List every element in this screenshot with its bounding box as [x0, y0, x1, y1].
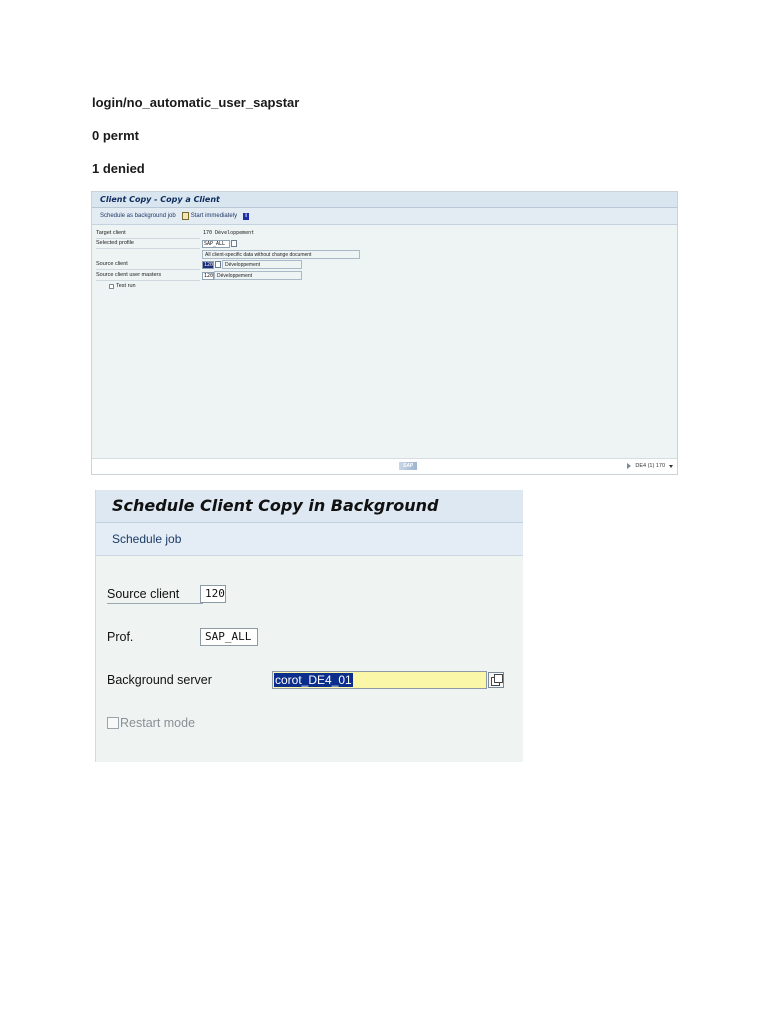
client-copy-form — [92, 225, 677, 455]
source-user-masters-description: Développement — [214, 271, 302, 280]
execute-icon — [182, 212, 189, 220]
chevron-down-icon[interactable] — [669, 465, 673, 468]
sap-logo: SAP — [399, 462, 417, 470]
schedule-client-copy-screen — [95, 490, 523, 762]
schedule-toolbar — [96, 523, 523, 556]
profile-description: All client-specific data without change document — [202, 250, 360, 259]
background-server-value: corot_DE4_01 — [275, 673, 352, 687]
restart-mode-label: Restart mode — [120, 716, 196, 730]
test-run-label: Test run — [116, 283, 136, 289]
value-help-icon[interactable] — [488, 672, 504, 688]
target-client-value: 170 Développement — [203, 230, 255, 236]
test-run-checkbox[interactable] — [109, 284, 114, 289]
doc-line-value-0: 0 permt — [92, 128, 139, 143]
client-copy-toolbar — [92, 208, 677, 225]
start-immediately-button[interactable] — [182, 208, 237, 224]
doc-line-parameter: login/no_automatic_user_sapstar — [92, 95, 300, 110]
expand-status-icon[interactable] — [627, 463, 631, 469]
restart-mode-checkbox[interactable] — [107, 717, 119, 729]
doc-line-value-1: 1 denied — [92, 161, 145, 176]
start-immediately-label: Start immediately — [190, 213, 238, 219]
source-client-label: Source client — [96, 260, 200, 270]
source-client-help-icon[interactable] — [215, 261, 221, 268]
prof-field[interactable]: SAP_ALL — [200, 628, 258, 646]
prof-label: Prof. — [107, 630, 134, 644]
info-icon[interactable]: i — [243, 213, 249, 220]
system-info[interactable] — [627, 462, 673, 470]
system-info-text: DE4 (1) 170 — [635, 463, 665, 469]
source-client-description: Développement — [222, 260, 302, 269]
schedule-job-button[interactable]: Schedule job — [112, 532, 182, 546]
source-client-field[interactable]: 120 — [200, 585, 226, 603]
background-server-label: Background server — [107, 673, 212, 687]
background-server-field[interactable] — [272, 671, 487, 689]
source-client-field[interactable]: 120 — [204, 262, 214, 268]
source-user-masters-label: Source client user masters — [96, 271, 200, 281]
source-user-masters-field[interactable]: 120 — [204, 273, 214, 279]
profile-details-icon[interactable] — [231, 240, 237, 247]
client-copy-screen — [91, 191, 678, 475]
selected-profile-label: Selected profile — [96, 239, 200, 249]
schedule-title: Schedule Client Copy in Background — [96, 490, 523, 523]
client-copy-title: Client Copy - Copy a Client — [92, 192, 677, 208]
schedule-background-job-button[interactable] — [100, 208, 176, 224]
status-bar — [92, 458, 677, 474]
source-client-label: Source client — [107, 585, 203, 604]
selected-profile-field[interactable]: SAP_ALL — [202, 240, 230, 248]
schedule-background-job-label: Schedule as background job — [100, 213, 176, 219]
target-client-label: Target client — [96, 229, 200, 239]
